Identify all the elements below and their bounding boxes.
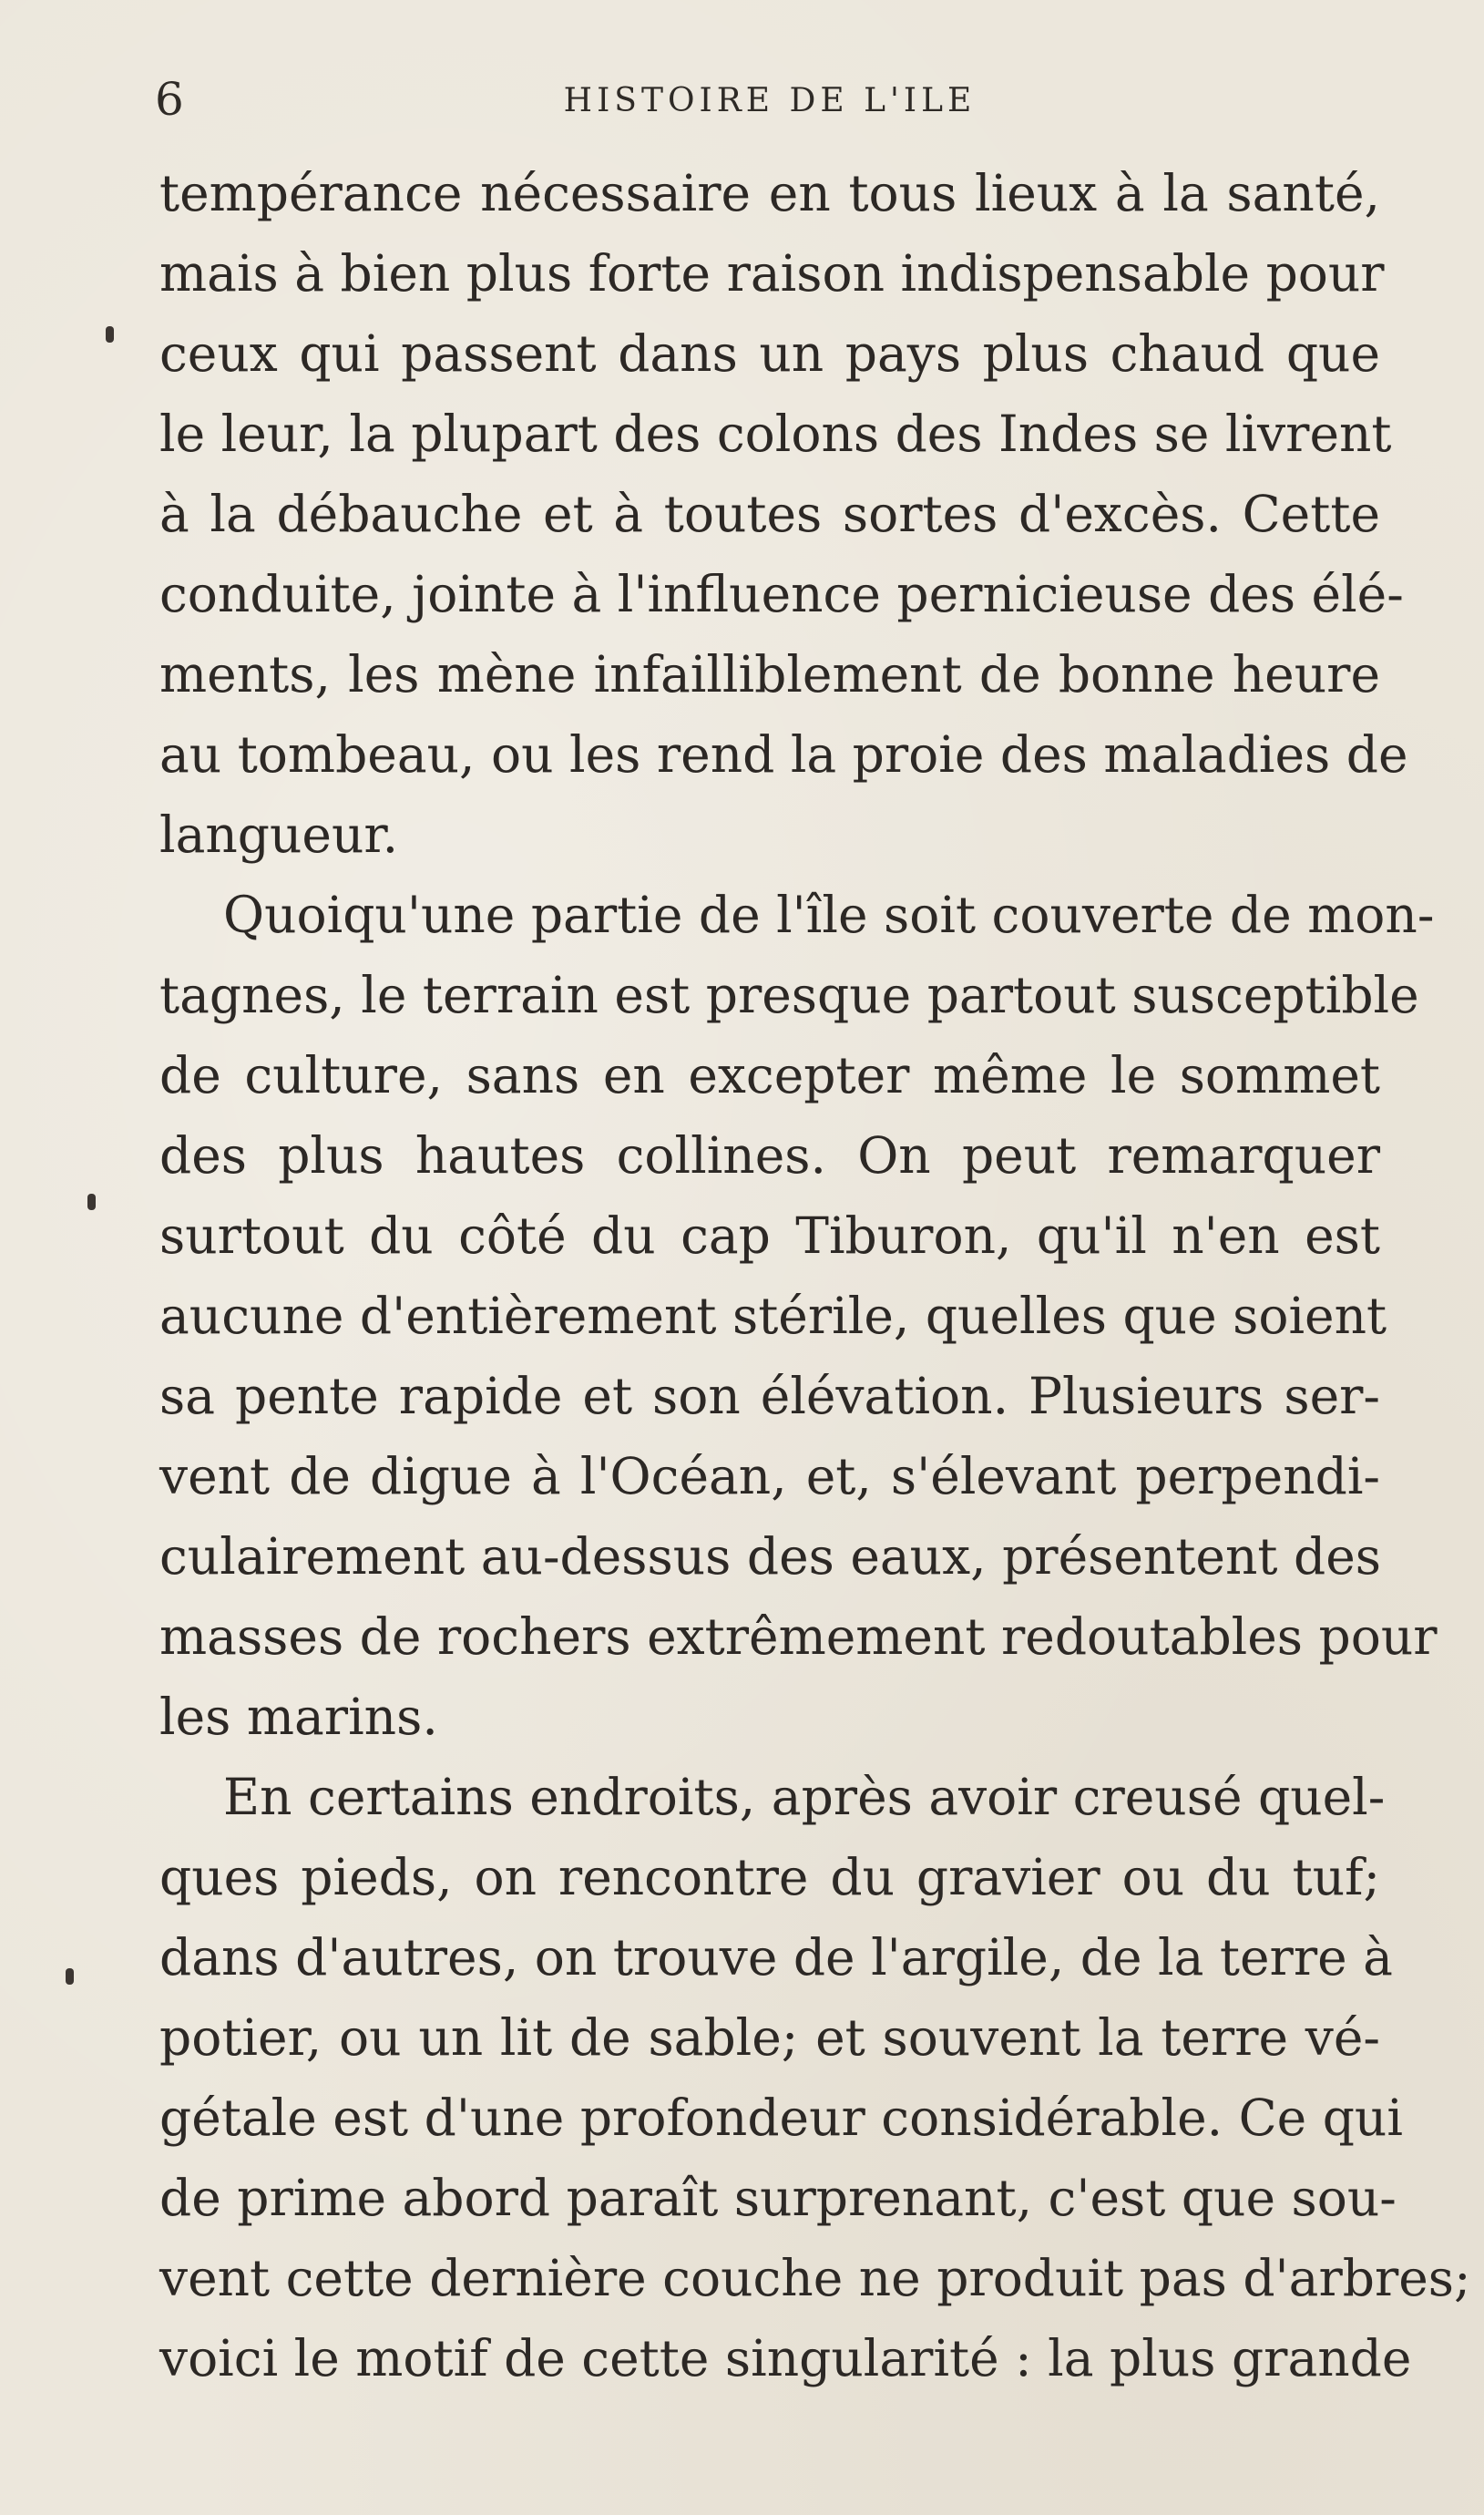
text-line: gétale est d'une profondeur considérable. Ce qui xyxy=(159,2089,1403,2147)
running-title: HISTOIRE DE L'ILE xyxy=(563,82,977,119)
paragraph xyxy=(159,1757,1471,2398)
text-line: En certains endroits, après avoir creusé quel- xyxy=(223,1768,1386,1826)
paragraph xyxy=(159,875,1438,1757)
text-line: culairement au-dessus des eaux, présentent des xyxy=(159,1527,1381,1586)
text-line: masses de rochers extrêmement redoutables pour xyxy=(159,1607,1438,1666)
text-line: ments, les mène infailliblement de bonne heure xyxy=(159,645,1380,703)
text-line: ceux qui passent dans un pays plus chaud que xyxy=(159,324,1380,383)
body-text xyxy=(159,153,1471,2398)
text-line: de prime abord paraît surprenant, c'est que sou- xyxy=(159,2169,1397,2227)
text-line: le leur, la plupart des colons des Indes se livrent xyxy=(159,405,1392,463)
text-line: tagnes, le terrain est presque partout susceptible xyxy=(159,966,1419,1024)
text-line: conduite, jointe à l'influence pernicieuse des élé- xyxy=(159,565,1404,623)
text-line: dans d'autres, on trouve de l'argile, de la terre à xyxy=(159,1928,1393,1986)
margin-mark xyxy=(106,326,114,343)
text-line: ques pieds, on rencontre du gravier ou du tuf; xyxy=(159,1848,1380,1906)
text-line: vent cette dernière couche ne produit pas d'arbres; xyxy=(159,2249,1471,2307)
margin-mark xyxy=(87,1194,96,1210)
text-line: mais à bien plus forte raison indispensable pour xyxy=(159,244,1385,303)
running-head xyxy=(155,73,1385,137)
page-number: 6 xyxy=(155,73,184,126)
text-line: les marins. xyxy=(159,1688,438,1746)
text-line: de culture, sans en excepter même le sommet xyxy=(159,1046,1380,1104)
paragraph xyxy=(159,153,1408,875)
text-line: à la débauche et à toutes sortes d'excès. Cette xyxy=(159,485,1380,543)
text-line: potier, ou un lit de sable; et souvent la terre vé- xyxy=(159,2008,1380,2067)
text-line: langueur. xyxy=(159,806,399,864)
text-line: voici le motif de cette singularité : la plus grande xyxy=(159,2329,1412,2387)
text-line: tempérance nécessaire en tous lieux à la santé, xyxy=(159,164,1380,222)
text-line: sa pente rapide et son élévation. Plusieurs ser- xyxy=(159,1367,1380,1425)
text-line: surtout du côté du cap Tiburon, qu'il n'en est xyxy=(159,1206,1380,1265)
margin-mark xyxy=(66,1968,74,1985)
text-line: vent de digue à l'Océan, et, s'élevant perpendi- xyxy=(159,1447,1380,1505)
text-line: des plus hautes collines. On peut remarquer xyxy=(159,1126,1380,1185)
text-line: Quoiqu'une partie de l'île soit couverte de mon- xyxy=(223,886,1435,944)
text-line: aucune d'entièrement stérile, quelles que soient xyxy=(159,1287,1387,1345)
text-line: au tombeau, ou les rend la proie des maladies de xyxy=(159,725,1408,784)
